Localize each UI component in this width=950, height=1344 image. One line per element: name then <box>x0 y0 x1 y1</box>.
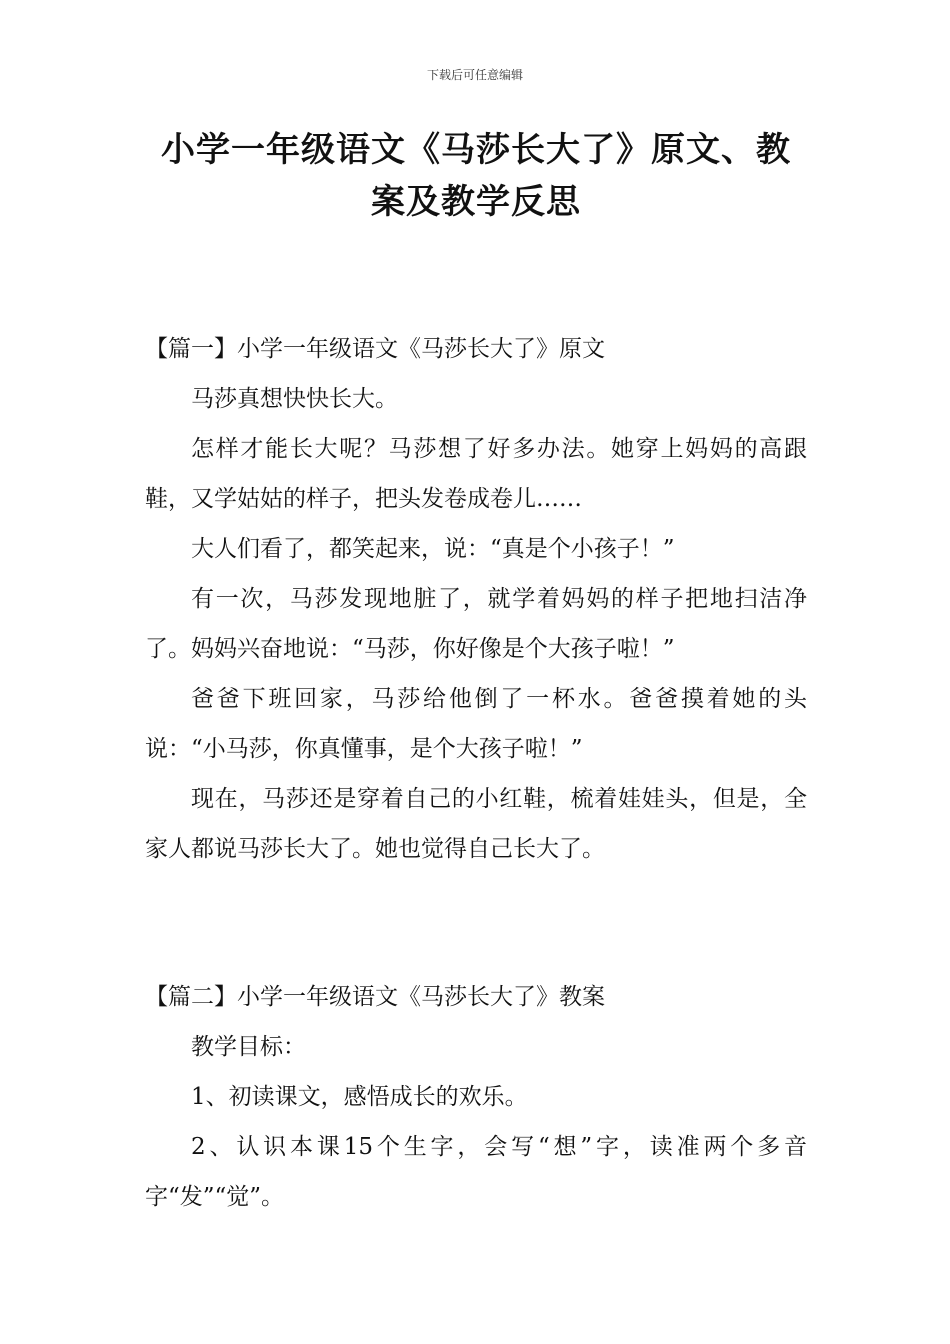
section-lesson-plan <box>145 972 807 1222</box>
paragraph: 教学目标： <box>191 1034 306 1060</box>
paragraph: 2、认识本课15个生字，会写“想”字，读准两个多音字“发”“觉”。 <box>145 1134 807 1210</box>
document-title <box>145 124 807 228</box>
paragraph: 马莎真想快快长大。 <box>191 386 398 412</box>
paragraph: 怎样才能长大呢？马莎想了好多办法。她穿上妈妈的高跟鞋，又学姑姑的样子，把头发卷成卷儿…… <box>145 436 807 512</box>
paragraph: 有一次，马莎发现地脏了，就学着妈妈的样子把地扫洁净了。妈妈兴奋地说：“马莎，你好像是个大孩子啦！” <box>145 586 807 662</box>
header-note: 下载后可任意编辑 <box>426 68 523 82</box>
paragraph: 爸爸下班回家，马莎给他倒了一杯水。爸爸摸着她的头说：“小马莎，你真懂事，是个大孩子啦！” <box>145 686 807 762</box>
section-heading: 【篇二】小学一年级语文《马莎长大了》教案 <box>145 984 605 1010</box>
title-line-1: 小学一年级语文《马莎长大了》原文、教 <box>161 130 791 170</box>
section-original-text <box>145 324 807 874</box>
title-line-2: 案及教学反思 <box>371 182 581 222</box>
paragraph: 1、初读课文，感悟成长的欢乐。 <box>191 1084 528 1110</box>
paragraph: 大人们看了，都笑起来，说：“真是个小孩子！” <box>191 536 675 562</box>
section-heading: 【篇一】小学一年级语文《马莎长大了》原文 <box>145 336 605 362</box>
paragraph: 现在，马莎还是穿着自己的小红鞋，梳着娃娃头，但是，全家人都说马莎长大了。她也觉得自己长大了。 <box>145 786 807 862</box>
